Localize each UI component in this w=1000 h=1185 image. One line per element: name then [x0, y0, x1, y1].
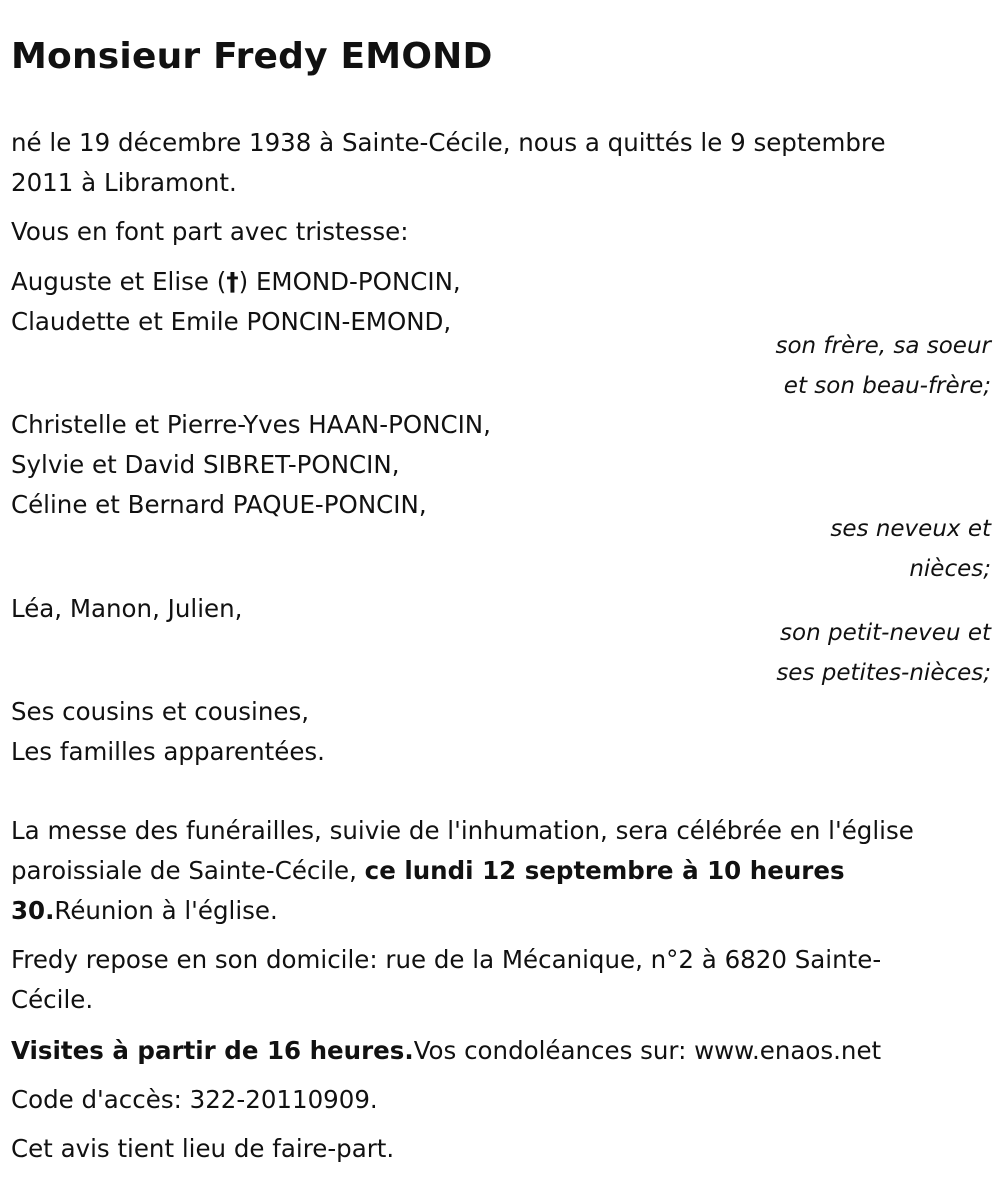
condolences-text: Vos condoléances sur: www.enaos.net — [413, 1036, 882, 1065]
intro-line-1: né le 19 décembre 1938 à Sainte-Cécile, nous a quittés le 9 septembre — [11, 128, 886, 157]
family-name-part: ) EMOND-PONCIN, — [238, 267, 461, 296]
family-cousins: Ses cousins et cousines, — [11, 697, 309, 726]
family-name-sylvie: Sylvie et David SIBRET-PONCIN, — [11, 450, 400, 479]
relation-nephews-line-2: nièces; — [909, 556, 991, 582]
relation-grandnephews-line-2: ses petites-nièces; — [776, 660, 991, 686]
announcement-text: Vous en font part avec tristesse: — [11, 217, 409, 246]
intro-line-2: 2011 à Libramont. — [11, 168, 237, 197]
page-title: Monsieur Fredy EMOND — [11, 36, 493, 77]
visits-line — [11, 1031, 881, 1071]
family-name-christelle: Christelle et Pierre-Yves HAAN-PONCIN, — [11, 410, 491, 439]
access-code: Code d'accès: 322-20110909. — [11, 1085, 378, 1114]
family-name-claudette-emile: Claudette et Emile PONCIN-EMOND, — [11, 307, 452, 336]
ceremony-date: ce lundi 12 septembre à 10 heures — [364, 856, 845, 885]
family-name-lea-manon-julien: Léa, Manon, Julien, — [11, 594, 243, 623]
family-name-celine: Céline et Bernard PAQUE-PONCIN, — [11, 490, 427, 519]
cross-icon: † — [226, 267, 239, 296]
ceremony-time: 30. — [11, 896, 55, 925]
family-name-part: Auguste et Elise ( — [11, 267, 227, 296]
ceremony-line-2 — [11, 851, 845, 891]
domicile-line-2: Cécile. — [11, 985, 94, 1014]
family-name-auguste-elise — [11, 262, 461, 302]
ceremony-meeting: Réunion à l'église. — [54, 896, 278, 925]
family-related: Les familles apparentées. — [11, 737, 325, 766]
relation-sibling-line-1: son frère, sa soeur — [775, 333, 991, 359]
closing-note: Cet avis tient lieu de faire-part. — [11, 1134, 395, 1163]
ceremony-text: paroissiale de Sainte-Cécile, — [11, 856, 365, 885]
domicile-line-1: Fredy repose en son domicile: rue de la Mécanique, n°2 à 6820 Sainte- — [11, 945, 882, 974]
relation-nephews-line-1: ses neveux et — [830, 516, 991, 542]
ceremony-line-1: La messe des funérailles, suivie de l'inhumation, sera célébrée en l'église — [11, 816, 914, 845]
relation-grandnephews-line-1: son petit-neveu et — [780, 620, 991, 646]
ceremony-line-3 — [11, 891, 278, 931]
relation-sibling-line-2: et son beau-frère; — [783, 373, 991, 399]
visits-time: Visites à partir de 16 heures. — [11, 1036, 414, 1065]
